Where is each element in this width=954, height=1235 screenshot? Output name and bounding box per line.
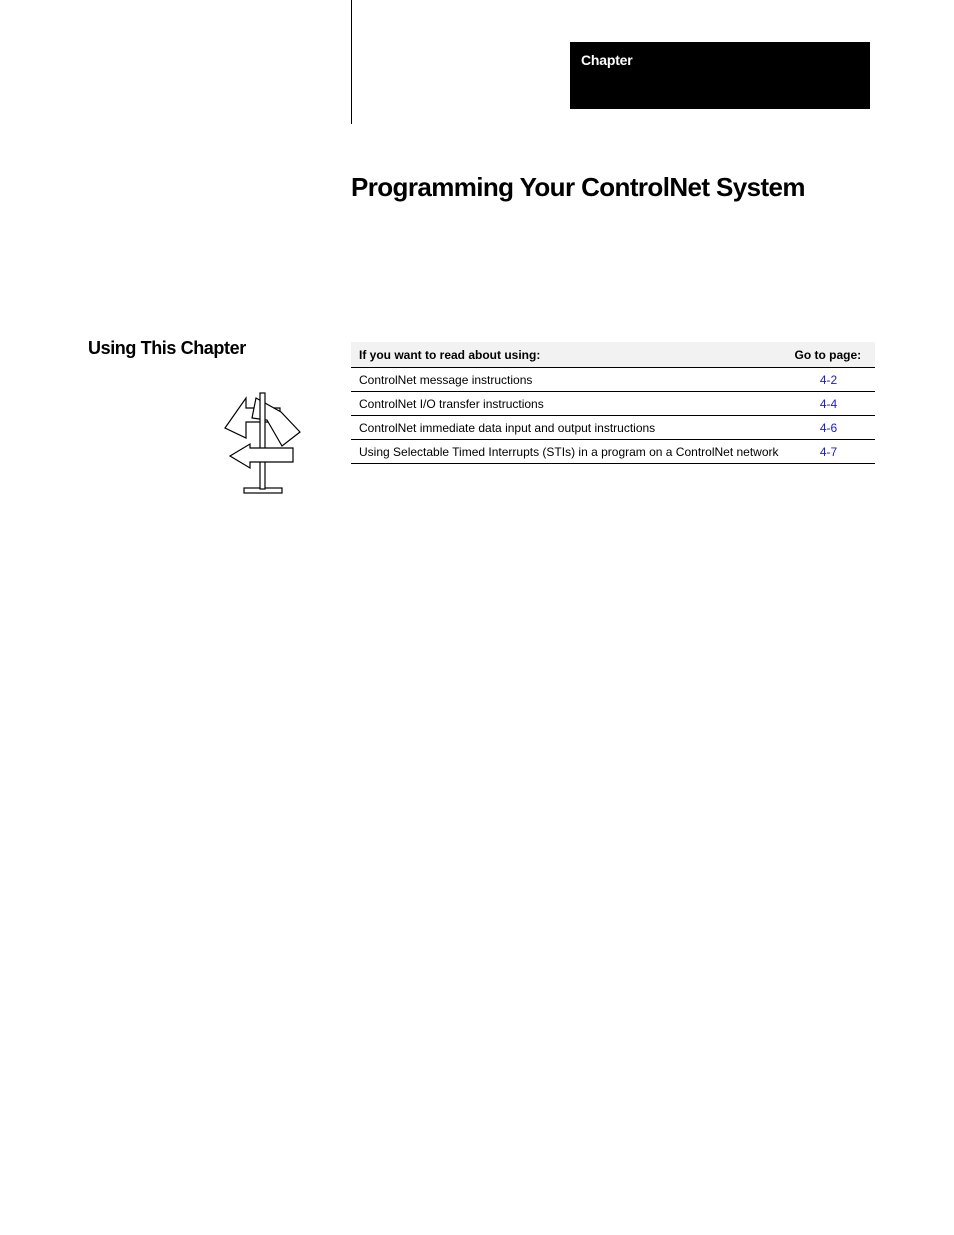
- row-topic: Using Selectable Timed Interrupts (STIs) in a program on a ControlNet network: [351, 440, 787, 464]
- table-header-row: [351, 342, 875, 368]
- row-topic: ControlNet immediate data input and output instructions: [351, 416, 787, 440]
- header-topic: If you want to read about using:: [351, 342, 787, 368]
- page-link[interactable]: 4-6: [819, 420, 838, 435]
- signpost-icon: [222, 390, 304, 496]
- table-row: [351, 392, 875, 416]
- chapter-box: [570, 42, 870, 109]
- page-link[interactable]: 4-2: [819, 372, 838, 387]
- table-row: [351, 368, 875, 392]
- section-heading: Using This Chapter: [88, 338, 246, 358]
- row-topic: ControlNet I/O transfer instructions: [351, 392, 787, 416]
- margin-rule: [351, 0, 352, 124]
- row-topic: ControlNet message instructions: [351, 368, 787, 392]
- contents-table: [351, 342, 875, 464]
- table-row: [351, 416, 875, 440]
- header-page: Go to page:: [787, 342, 876, 368]
- chapter-label: Chapter: [581, 52, 633, 68]
- page-title: Programming Your ControlNet System: [351, 172, 805, 202]
- page-link[interactable]: 4-4: [819, 396, 838, 411]
- page-link[interactable]: 4-7: [819, 444, 838, 459]
- table-row: [351, 440, 875, 464]
